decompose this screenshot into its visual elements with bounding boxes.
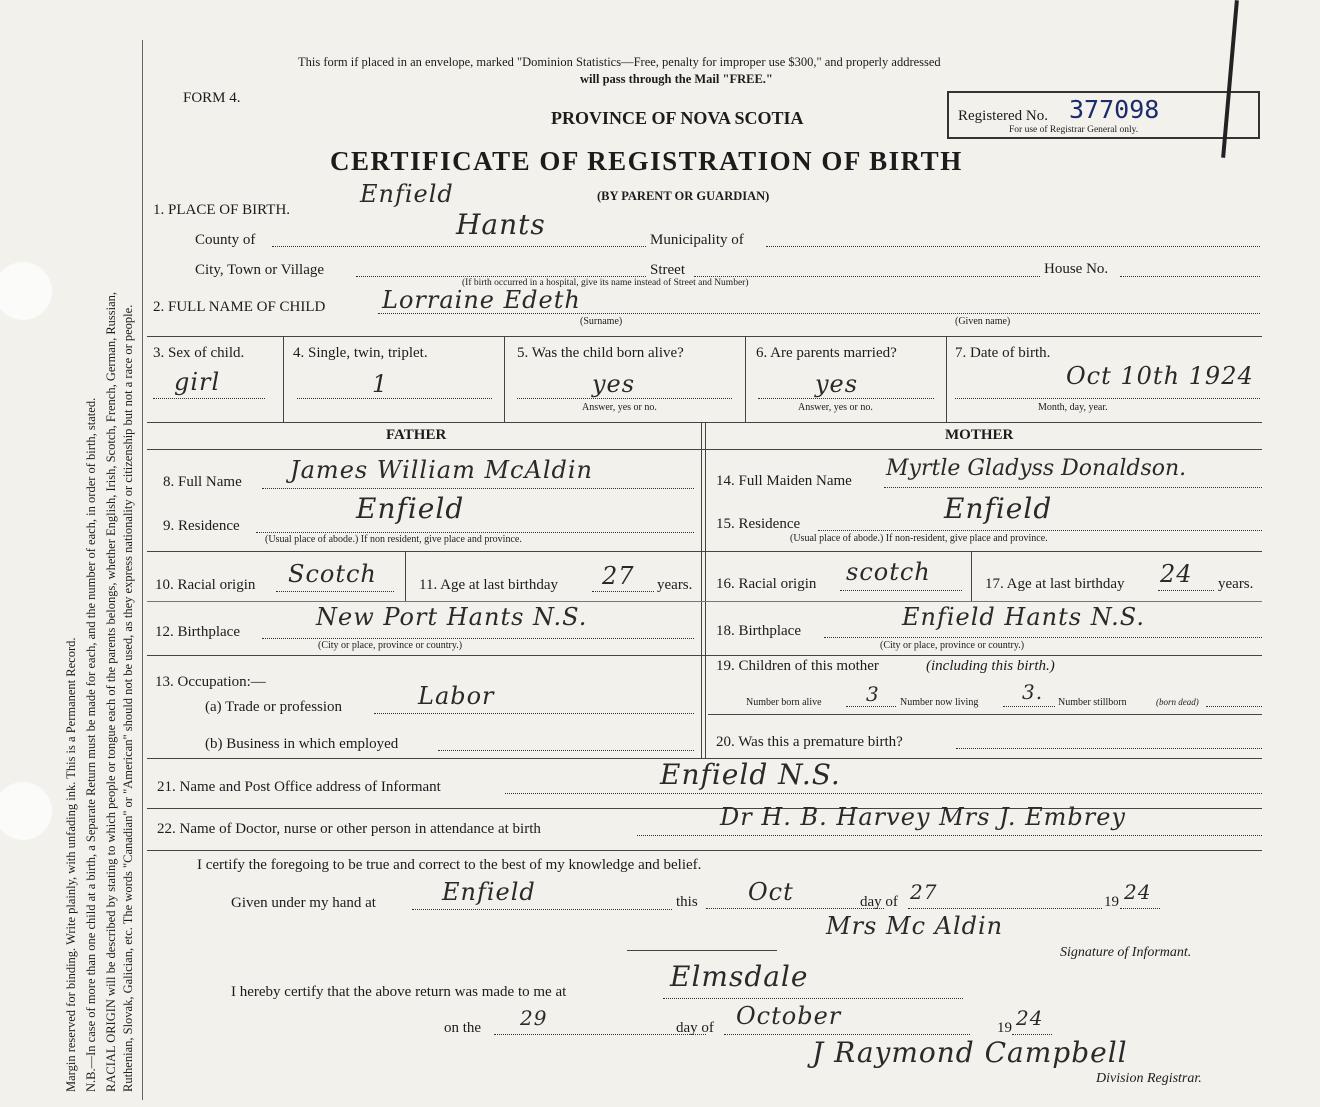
sidebar-note-3: RACIAL ORIGIN will be described by stating to which people or tongue each of the parents belongs, whether English, Irish, Scotch, French, German, Russian, [104,291,118,1092]
place-of-birth-label: 1. PLACE OF BIRTH. [153,202,291,218]
doctor-line [637,835,1262,836]
date-of-birth-value: Oct 10th 1924 [1066,362,1254,390]
mother-birthplace-value: Enfield Hants N.S. [902,603,1145,631]
father-name-value: James William McAldin [290,456,593,484]
registrar-year-prefix: 19 [997,1020,1012,1036]
given-year-suffix: 24 [1124,880,1152,904]
registrar-signature-caption: Division Registrar. [1096,1071,1202,1086]
mother-children-label: 19. Children of this mother [716,658,879,674]
sidebar-note-4: Ruthenian, Slovak, Galician, etc. The words "Canadian" or "American" should not be used, as they express nationality or citizenship but not a race or people. [121,304,135,1092]
father-heading: FATHER [386,427,447,443]
born-alive-label: 5. Was the child born alive? [517,345,684,361]
mother-birthplace-note: (City or place, province or country.) [880,640,1025,651]
mother-residence-line [818,530,1262,531]
mother-age-unit: years. [1218,576,1254,592]
sidebar-note-1: Margin reserved for binding. Write plainly, with unfading ink. This is a Permanent Record. [64,637,78,1092]
sex-label: 3. Sex of child. [153,345,245,361]
registrar-note: For use of Registrar General only. [1009,125,1139,135]
row3-top-rule [147,336,1262,337]
parents-rule-3 [147,655,1262,656]
registrar-day-label: day of [676,1020,714,1036]
date-of-birth-note: Month, day, year. [1038,402,1108,413]
child-name-label: 2. FULL NAME OF CHILD [153,299,326,315]
date-of-birth-line [955,398,1260,399]
mother-racial-value: scotch [846,558,931,586]
multiplicity-value: 1 [372,370,389,398]
given-under-hand-label: Given under my hand at [231,895,376,911]
registrar-separator [627,950,777,951]
parents-married-label: 6. Are parents married? [756,345,897,361]
given-place-value: Enfield [442,878,536,906]
registered-box [947,91,1260,139]
given-year-line [1120,908,1160,909]
center-divider-left [701,422,702,758]
mother-racial-divider [971,551,972,601]
informant-line [505,793,1262,794]
city-line [356,276,646,277]
father-name-label: 8. Full Name [163,474,242,490]
father-racial-line [276,591,394,592]
multiplicity-label: 4. Single, twin, triplet. [293,345,428,361]
row3-divider-1 [283,336,284,422]
stillborn-label: Number stillborn [1058,697,1127,708]
sidebar-note-2: N.B.—In case of more than one child at a birth, a Separate Return must be made for each, and the number of each, in order of birth, stated. [84,397,98,1092]
sex-line [153,398,265,399]
father-age-line [592,591,654,592]
mail-notice-line2: will pass through the Mail "FREE." [580,72,773,86]
parents-married-note: Answer, yes or no. [798,402,873,413]
county-value: Hants [456,208,546,241]
mother-heading: MOTHER [945,427,1014,443]
mother-name-line [884,487,1262,488]
parents-married-line [758,398,934,399]
province-title: PROVINCE OF NOVA SCOTIA [551,108,804,128]
informant-label: 21. Name and Post Office address of Informant [157,779,441,795]
mother-age-label: 17. Age at last birthday [985,576,1125,592]
informant-signature: Mrs Mc Aldin [826,912,1004,940]
registered-number: 377098 [1069,95,1160,124]
given-place-line [412,909,672,910]
father-birthplace-value: New Port Hants N.S. [316,603,588,631]
binding-hole-bottom [0,782,52,840]
house-no-label: House No. [1044,261,1109,277]
father-racial-divider [405,551,406,601]
registrar-place-value: Elmsdale [670,960,809,993]
county-label: County of [195,232,256,248]
father-residence-line [256,532,694,533]
given-day-value: 27 [910,880,938,904]
registrar-signature: J Raymond Campbell [812,1036,1128,1069]
born-alive-count-label: Number born alive [746,697,822,708]
binding-hole-top [0,262,52,320]
margin-rule [142,40,143,1100]
father-age-label: 11. Age at last birthday [419,577,558,593]
street-label: Street [650,262,685,278]
child-name-value: Lorraine Edeth [382,286,581,314]
racial-row-rule [147,601,1262,602]
born-alive-note: Answer, yes or no. [582,402,657,413]
parents-rule-2 [147,551,1262,552]
surname-note: (Surname) [580,316,623,327]
mother-children-rule [708,714,1262,715]
registrar-place-line [663,998,963,999]
stillborn-line [1206,706,1262,707]
registrar-month-value: October [736,1002,842,1030]
row3-divider-4 [946,336,947,422]
premature-line [956,748,1262,749]
father-trade-label: (a) Trade or profession [205,699,343,715]
mother-children-note: (including this birth.) [926,658,1055,674]
father-residence-value: Enfield [356,492,465,525]
informant-value: Enfield N.S. [660,758,841,791]
now-living-line [1003,706,1055,707]
street-line [694,276,1040,277]
father-age-value: 27 [602,562,635,590]
registrar-year-line [1012,1034,1052,1035]
certification-statement: I certify the foregoing to be true and correct to the best of my knowledge and belief. [197,857,702,873]
place-of-birth-value: Enfield [360,180,454,208]
informant-signature-caption: Signature of Informant. [1060,945,1192,960]
registrar-year-suffix: 24 [1016,1006,1044,1030]
registrar-date-value: 29 [520,1006,548,1030]
mother-birthplace-label: 18. Birthplace [716,623,801,639]
mail-notice-line1: This form if placed in an envelope, marked "Dominion Statistics—Free, penalty for improper use $300," and properly addressed [298,55,941,69]
father-name-line [262,488,694,489]
mother-residence-label: 15. Residence [716,516,801,532]
father-residence-label: 9. Residence [163,518,240,534]
page-title: CERTIFICATE OF REGISTRATION OF BIRTH [330,146,963,176]
born-alive-count-value: 3 [866,682,880,706]
father-trade-value: Labor [418,682,495,710]
now-living-label: Number now living [900,697,979,708]
doctor-label: 22. Name of Doctor, nurse or other person in attendance at birth [157,821,541,837]
given-month-value: Oct [748,878,794,906]
sex-value: girl [174,368,221,396]
row3-divider-3 [745,336,746,422]
father-business-line [438,750,694,751]
father-occupation-label: 13. Occupation:— [155,674,266,690]
registrar-month-line [724,1034,970,1035]
multiplicity-line [297,398,492,399]
father-racial-label: 10. Racial origin [155,577,256,593]
given-day-label: day of [860,894,898,910]
given-year-prefix: 19 [1104,894,1119,910]
born-alive-value: yes [592,370,636,398]
row3-divider-2 [504,336,505,422]
mother-residence-value: Enfield [944,492,1053,525]
doctor-rule [147,850,1262,851]
mother-age-line [1158,590,1214,591]
page-subtitle: (BY PARENT OR GUARDIAN) [597,189,770,203]
parents-married-value: yes [815,370,859,398]
registered-label: Registered No. [958,108,1048,124]
this-label: this [676,894,698,910]
born-alive-count-line [846,706,896,707]
father-birthplace-note: (City or place, province or country.) [318,640,463,651]
registrar-statement: I hereby certify that the above return was made to me at [231,984,567,1000]
now-living-value: 3. [1022,680,1044,704]
parents-rule-1 [147,449,1262,450]
mother-residence-note: (Usual place of abode.) If non-resident, give place and province. [790,533,1048,544]
premature-label: 20. Was this a premature birth? [716,734,903,750]
father-trade-line [374,713,694,714]
house-no-line [1120,276,1260,277]
mother-racial-label: 16. Racial origin [716,576,817,592]
mother-age-value: 24 [1160,560,1193,588]
date-of-birth-label: 7. Date of birth. [955,345,1051,361]
mother-name-label: 14. Full Maiden Name [716,473,852,489]
municipality-line [766,246,1260,247]
doctor-value: Dr H. B. Harvey Mrs J. Embrey [720,803,1126,831]
mother-racial-line [840,590,962,591]
county-line [272,246,646,247]
father-residence-note: (Usual place of abode.) If non resident, give place and province. [265,534,522,545]
center-divider-right [705,422,706,758]
hospital-note: (If birth occurred in a hospital, give its name instead of Street and Number) [462,278,749,288]
father-business-label: (b) Business in which employed [205,736,399,752]
father-birthplace-line [262,638,694,639]
given-name-note: (Given name) [955,316,1011,327]
registrar-date-line [494,1034,706,1035]
born-alive-line [517,398,732,399]
form-number: FORM 4. [183,90,241,106]
mother-name-value: Myrtle Gladyss Donaldson. [886,456,1187,481]
stillborn-note: (born dead) [1156,697,1199,707]
given-day-line [908,908,1102,909]
mother-birthplace-line [824,637,1262,638]
father-racial-value: Scotch [288,560,377,588]
municipality-label: Municipality of [650,232,744,248]
father-birthplace-label: 12. Birthplace [155,624,240,640]
registrar-on-label: on the [444,1020,482,1036]
given-month-line [706,908,884,909]
city-label: City, Town or Village [195,262,325,278]
father-age-unit: years. [657,577,693,593]
